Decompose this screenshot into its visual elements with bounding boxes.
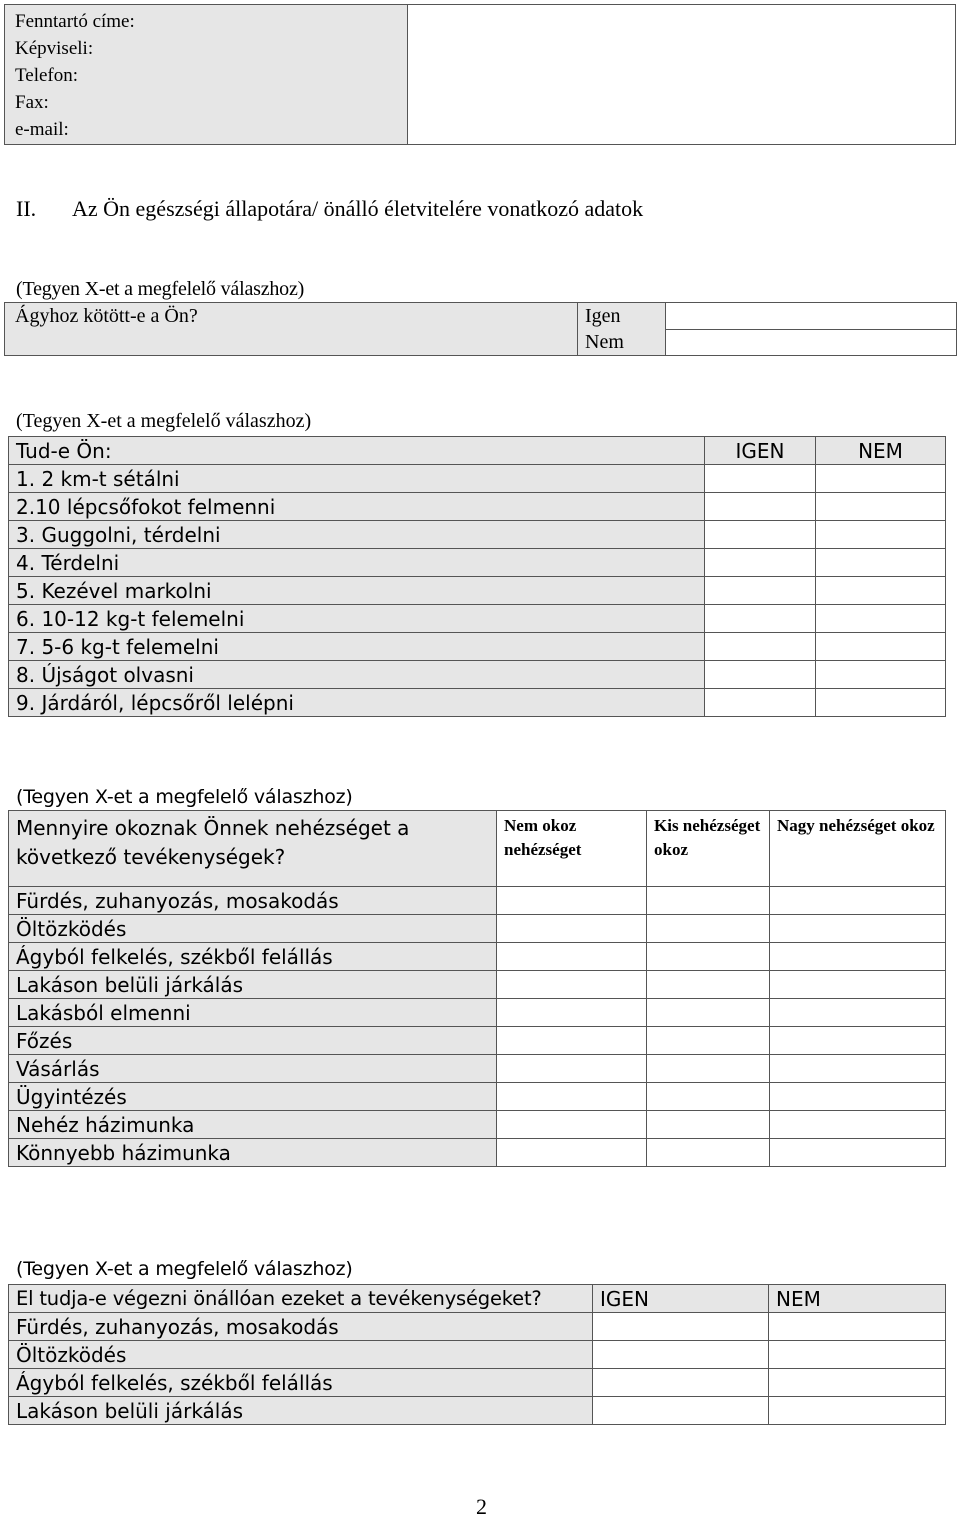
abilities-yes-box[interactable] [705, 577, 816, 605]
independent-col-no: NEM [769, 1285, 946, 1313]
bed-option-no-label: Nem [578, 329, 666, 356]
abilities-no-box[interactable] [816, 689, 946, 717]
difficulty-none-box[interactable] [497, 999, 647, 1027]
difficulty-row [9, 1083, 946, 1111]
independent-row [9, 1397, 946, 1425]
difficulty-large-box[interactable] [770, 971, 946, 999]
difficulty-col-small: Kis nehézséget okoz [647, 811, 770, 887]
contact-label-representative: Képviseli: [15, 38, 94, 59]
abilities-no-box[interactable] [816, 661, 946, 689]
abilities-yes-box[interactable] [705, 549, 816, 577]
independent-row [9, 1369, 946, 1397]
difficulty-large-box[interactable] [770, 1111, 946, 1139]
independent-yes-box[interactable] [593, 1397, 769, 1425]
difficulty-large-box[interactable] [770, 999, 946, 1027]
difficulty-row [9, 1055, 946, 1083]
difficulty-header: Mennyire okoznak Önnek nehézséget a következő tevékenységek? [9, 811, 497, 887]
difficulty-small-box[interactable] [647, 1083, 770, 1111]
independent-no-box[interactable] [769, 1341, 946, 1369]
bed-option-no-box[interactable] [666, 329, 957, 356]
difficulty-row [9, 1111, 946, 1139]
independent-hint: (Tegyen X-et a megfelelő válaszhoz) [16, 1258, 353, 1280]
abilities-no-box[interactable] [816, 465, 946, 493]
difficulty-row [9, 1139, 946, 1167]
independent-item-label: Fürdés, zuhanyozás, mosakodás [9, 1313, 593, 1341]
abilities-row [9, 465, 946, 493]
abilities-item-label: 8. Újságot olvasni [9, 661, 705, 689]
independent-item-label: Ágyból felkelés, székből felállás [9, 1369, 593, 1397]
abilities-row [9, 549, 946, 577]
abilities-item-label: 1. 2 km-t sétálni [9, 465, 705, 493]
independent-yes-box[interactable] [593, 1341, 769, 1369]
independent-item-label: Öltözködés [9, 1341, 593, 1369]
independent-row [9, 1341, 946, 1369]
difficulty-col-none: Nem okoz nehézséget [497, 811, 647, 887]
difficulty-large-box[interactable] [770, 1083, 946, 1111]
difficulty-row [9, 943, 946, 971]
abilities-item-label: 5. Kezével markolni [9, 577, 705, 605]
contact-label-phone: Telefon: [15, 65, 79, 86]
bed-hint: (Tegyen X-et a megfelelő válaszhoz) [16, 278, 305, 300]
abilities-item-label: 2.10 lépcsőfokot felmenni [9, 493, 705, 521]
difficulty-hint: (Tegyen X-et a megfelelő válaszhoz) [16, 786, 353, 808]
independent-yes-box[interactable] [593, 1313, 769, 1341]
difficulty-item-label: Fürdés, zuhanyozás, mosakodás [9, 887, 497, 915]
difficulty-none-box[interactable] [497, 915, 647, 943]
abilities-no-box[interactable] [816, 493, 946, 521]
difficulty-none-box[interactable] [497, 887, 647, 915]
difficulty-item-label: Ügyintézés [9, 1083, 497, 1111]
independent-no-box[interactable] [769, 1313, 946, 1341]
bed-option-yes-label: Igen [578, 303, 666, 330]
abilities-table [8, 436, 946, 717]
abilities-yes-box[interactable] [705, 493, 816, 521]
difficulty-none-box[interactable] [497, 1027, 647, 1055]
abilities-no-box[interactable] [816, 521, 946, 549]
abilities-row [9, 521, 946, 549]
abilities-header: Tud-e Ön: [9, 437, 705, 465]
difficulty-item-label: Főzés [9, 1027, 497, 1055]
difficulty-small-box[interactable] [647, 887, 770, 915]
difficulty-small-box[interactable] [647, 943, 770, 971]
independent-table [8, 1284, 946, 1425]
difficulty-large-box[interactable] [770, 887, 946, 915]
abilities-item-label: 3. Guggolni, térdelni [9, 521, 705, 549]
difficulty-small-box[interactable] [647, 1055, 770, 1083]
difficulty-small-box[interactable] [647, 915, 770, 943]
abilities-yes-box[interactable] [705, 521, 816, 549]
contact-value-cell[interactable] [408, 5, 956, 145]
difficulty-none-box[interactable] [497, 1111, 647, 1139]
contact-label-address: Fenntartó címe: [15, 11, 135, 32]
independent-col-yes: IGEN [593, 1285, 769, 1313]
difficulty-col-large: Nagy nehézséget okoz [770, 811, 946, 887]
page-number: 2 [476, 1494, 487, 1519]
abilities-no-box[interactable] [816, 549, 946, 577]
difficulty-item-label: Lakásból elmenni [9, 999, 497, 1027]
abilities-row [9, 633, 946, 661]
abilities-item-label: 6. 10-12 kg-t felemelni [9, 605, 705, 633]
abilities-no-box[interactable] [816, 633, 946, 661]
difficulty-large-box[interactable] [770, 915, 946, 943]
independent-no-box[interactable] [769, 1397, 946, 1425]
difficulty-small-box[interactable] [647, 1139, 770, 1167]
bed-option-yes-box[interactable] [666, 303, 957, 330]
abilities-col-no: NEM [816, 437, 946, 465]
difficulty-small-box[interactable] [647, 999, 770, 1027]
difficulty-none-box[interactable] [497, 971, 647, 999]
difficulty-none-box[interactable] [497, 1139, 647, 1167]
abilities-yes-box[interactable] [705, 605, 816, 633]
difficulty-item-label: Ágyból felkelés, székből felállás [9, 943, 497, 971]
abilities-yes-box[interactable] [705, 661, 816, 689]
contact-table [4, 4, 956, 145]
difficulty-table [8, 810, 946, 1167]
abilities-no-box[interactable] [816, 605, 946, 633]
abilities-no-box[interactable] [816, 577, 946, 605]
difficulty-large-box[interactable] [770, 1027, 946, 1055]
abilities-row [9, 689, 946, 717]
difficulty-large-box[interactable] [770, 1055, 946, 1083]
difficulty-item-label: Könnyebb házimunka [9, 1139, 497, 1167]
difficulty-none-box[interactable] [497, 943, 647, 971]
abilities-hint: (Tegyen X-et a megfelelő válaszhoz) [16, 410, 312, 432]
abilities-row [9, 605, 946, 633]
abilities-row [9, 493, 946, 521]
difficulty-small-box[interactable] [647, 1027, 770, 1055]
independent-no-box[interactable] [769, 1369, 946, 1397]
contact-label-fax: Fax: [15, 92, 49, 113]
difficulty-none-box[interactable] [497, 1083, 647, 1111]
abilities-yes-box[interactable] [705, 689, 816, 717]
bed-table [4, 302, 957, 356]
independent-row [9, 1313, 946, 1341]
abilities-yes-box[interactable] [705, 465, 816, 493]
abilities-yes-box[interactable] [705, 633, 816, 661]
independent-yes-box[interactable] [593, 1369, 769, 1397]
abilities-row [9, 577, 946, 605]
difficulty-small-box[interactable] [647, 971, 770, 999]
contact-label-cell [5, 5, 408, 145]
difficulty-large-box[interactable] [770, 1139, 946, 1167]
difficulty-item-label: Lakáson belüli járkálás [9, 971, 497, 999]
section-number: II. [16, 196, 37, 221]
abilities-col-yes: IGEN [705, 437, 816, 465]
abilities-row [9, 661, 946, 689]
difficulty-item-label: Nehéz házimunka [9, 1111, 497, 1139]
contact-label-email: e-mail: [15, 119, 69, 140]
abilities-item-label: 4. Térdelni [9, 549, 705, 577]
difficulty-row [9, 971, 946, 999]
difficulty-large-box[interactable] [770, 943, 946, 971]
bed-question: Ágyhoz kötött-e a Ön? [5, 303, 578, 356]
abilities-item-label: 7. 5-6 kg-t felemelni [9, 633, 705, 661]
independent-header: El tudja-e végezni önállóan ezeket a tevékenységeket? [9, 1285, 593, 1313]
difficulty-row [9, 915, 946, 943]
difficulty-item-label: Öltözködés [9, 915, 497, 943]
difficulty-small-box[interactable] [647, 1111, 770, 1139]
difficulty-none-box[interactable] [497, 1055, 647, 1083]
section-title: Az Ön egészségi állapotára/ önálló életvitelére vonatkozó adatok [72, 196, 644, 221]
difficulty-row [9, 999, 946, 1027]
independent-item-label: Lakáson belüli járkálás [9, 1397, 593, 1425]
difficulty-row [9, 887, 946, 915]
difficulty-row [9, 1027, 946, 1055]
difficulty-item-label: Vásárlás [9, 1055, 497, 1083]
abilities-item-label: 9. Járdáról, lépcsőről lelépni [9, 689, 705, 717]
